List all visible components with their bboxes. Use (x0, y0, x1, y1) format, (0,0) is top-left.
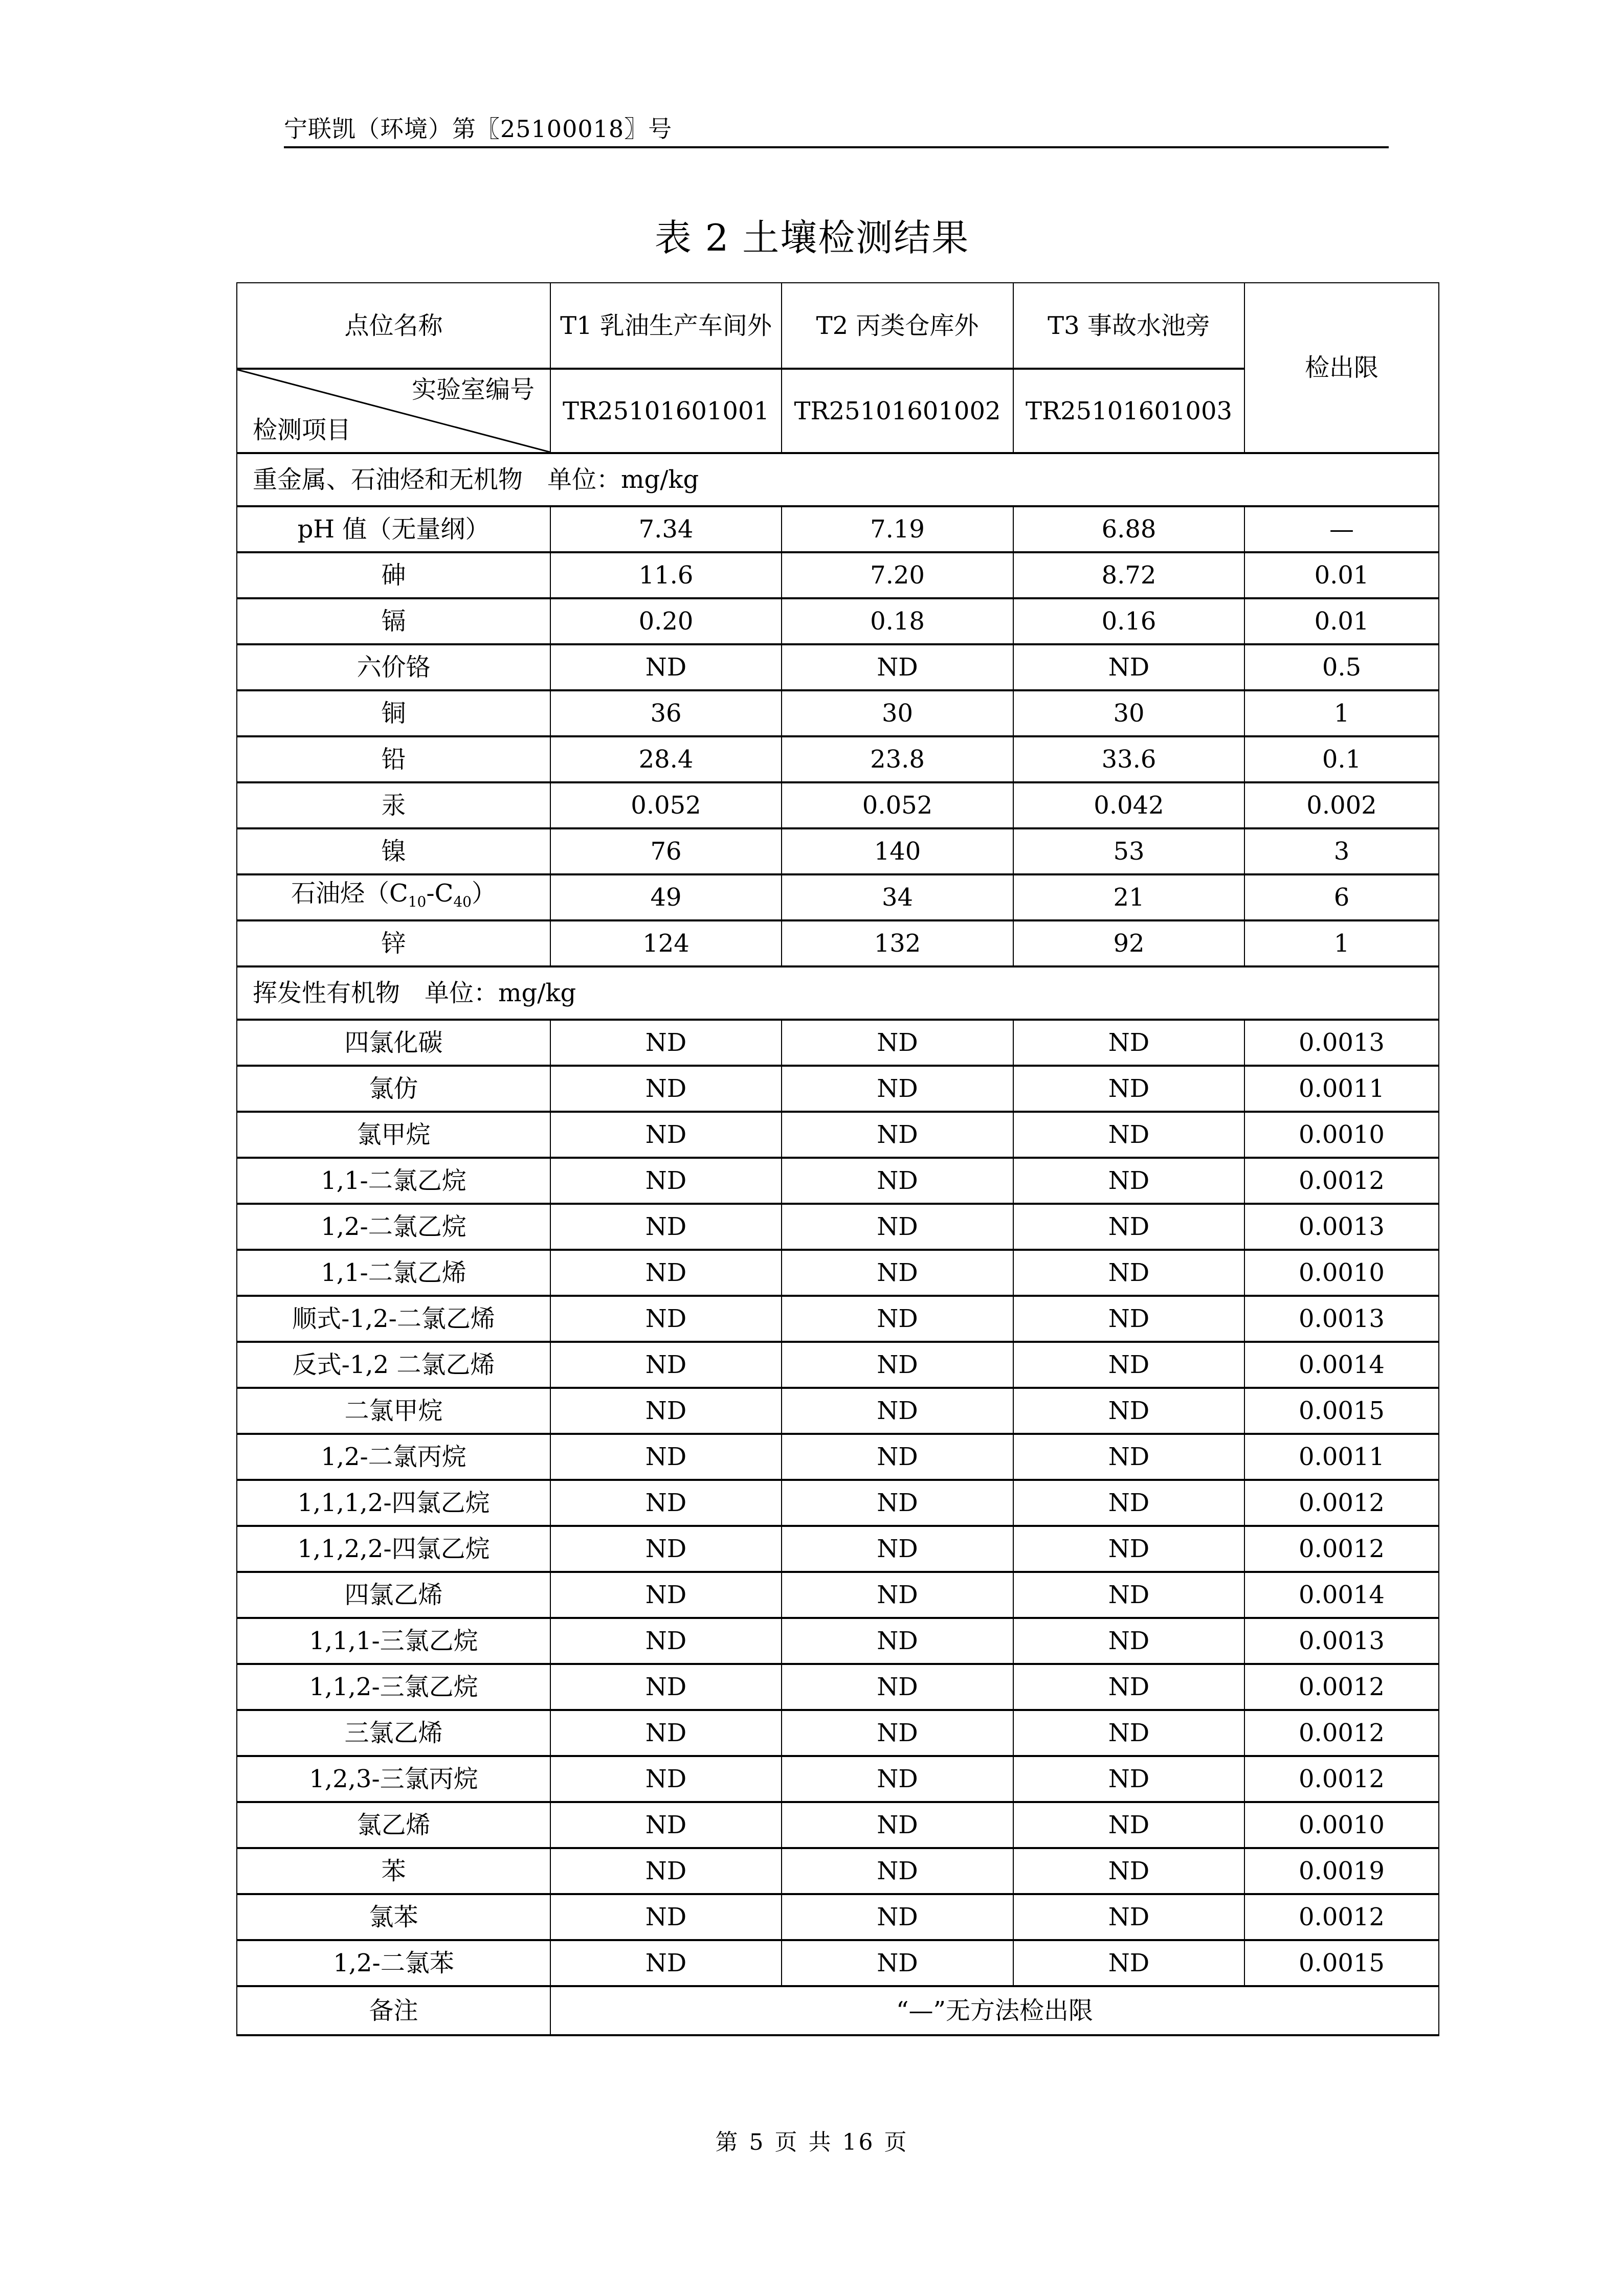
result-value: ND (1013, 1710, 1244, 1756)
detection-limit-value: 0.0012 (1244, 1894, 1439, 1940)
result-value: 34 (782, 874, 1013, 920)
test-item-name: 1,2,3-三氯丙烷 (237, 1756, 550, 1802)
result-value: ND (782, 1710, 1013, 1756)
result-value: 140 (782, 828, 1013, 874)
result-value: ND (550, 1066, 782, 1112)
detection-limit-value: 3 (1244, 828, 1439, 874)
result-value: ND (550, 1802, 782, 1848)
result-value: 0.16 (1013, 598, 1244, 644)
result-value: ND (782, 1894, 1013, 1940)
detection-limit-value: 1 (1244, 920, 1439, 966)
result-value: 53 (1013, 828, 1244, 874)
test-item-name: 四氯乙烯 (237, 1572, 550, 1618)
table-row (237, 1526, 1439, 1572)
result-value: ND (782, 1802, 1013, 1848)
detection-limit-value: 0.0013 (1244, 1204, 1439, 1250)
test-item-name: 1,1,2-三氯乙烷 (237, 1664, 550, 1710)
result-value: ND (550, 1250, 782, 1296)
detection-limit-value: — (1244, 506, 1439, 552)
lab-id: TR25101601002 (782, 369, 1013, 453)
result-value: ND (550, 1480, 782, 1526)
detection-limit-value: 0.0011 (1244, 1066, 1439, 1112)
result-value: ND (782, 1526, 1013, 1572)
result-value: ND (782, 1158, 1013, 1204)
table-row (237, 1112, 1439, 1158)
table-row (237, 644, 1439, 690)
result-value: 7.19 (782, 506, 1013, 552)
result-value: ND (782, 1480, 1013, 1526)
header-row-site-names (237, 283, 1439, 369)
result-value: ND (1013, 1388, 1244, 1434)
table-row (237, 1848, 1439, 1894)
result-value: ND (550, 1894, 782, 1940)
result-value: 76 (550, 828, 782, 874)
table-row (237, 1066, 1439, 1112)
table-row (237, 552, 1439, 598)
detection-limit-value: 1 (1244, 690, 1439, 736)
detection-limit-value: 0.0012 (1244, 1526, 1439, 1572)
detection-limit-value: 0.0010 (1244, 1802, 1439, 1848)
result-value: ND (1013, 1756, 1244, 1802)
detection-limit-value: 0.0010 (1244, 1250, 1439, 1296)
soil-results-table (236, 282, 1439, 2036)
result-value: 30 (782, 690, 1013, 736)
table-row (237, 1342, 1439, 1388)
result-value: ND (782, 1296, 1013, 1342)
test-item-name: 铅 (237, 736, 550, 782)
result-value: ND (782, 1020, 1013, 1066)
result-value: ND (1013, 1848, 1244, 1894)
page-number-footer: 第 5 页 共 16 页 (715, 2129, 909, 2155)
detection-limit-value: 0.1 (1244, 736, 1439, 782)
page-title: 表 2 土壤检测结果 (654, 216, 970, 259)
result-value: ND (1013, 1250, 1244, 1296)
table-row (237, 1572, 1439, 1618)
table-row (237, 1204, 1439, 1250)
result-value: ND (782, 1756, 1013, 1802)
result-value: 7.34 (550, 506, 782, 552)
result-value: ND (782, 1250, 1013, 1296)
detection-limit-value: 0.0015 (1244, 1388, 1439, 1434)
report-number-header: 宁联凯（环境）第〖25100018〗号 (284, 115, 673, 143)
result-value: 11.6 (550, 552, 782, 598)
table-row (237, 1020, 1439, 1066)
test-item-name: 四氯化碳 (237, 1020, 550, 1066)
detection-limit-header: 检出限 (1244, 283, 1439, 453)
test-item-name: 锌 (237, 920, 550, 966)
result-value: ND (1013, 1618, 1244, 1664)
table-row (237, 690, 1439, 736)
test-item-name: 氯苯 (237, 1894, 550, 1940)
test-item-label: 检测项目 (253, 416, 351, 444)
table-row (237, 1756, 1439, 1802)
result-value: ND (782, 1204, 1013, 1250)
test-item-name: 氯乙烯 (237, 1802, 550, 1848)
remark-row (237, 1986, 1439, 2035)
result-value: 0.042 (1013, 782, 1244, 828)
section-header-row (237, 966, 1439, 1020)
result-value: ND (550, 1940, 782, 1986)
detection-limit-value: 0.0014 (1244, 1572, 1439, 1618)
result-value: ND (550, 1848, 782, 1894)
result-value: 0.052 (550, 782, 782, 828)
result-value: ND (1013, 1526, 1244, 1572)
result-value: ND (1013, 1204, 1244, 1250)
table-row (237, 1296, 1439, 1342)
result-value: ND (1013, 1940, 1244, 1986)
result-value: ND (1013, 1894, 1244, 1940)
lab-id: TR25101601001 (550, 369, 782, 453)
detection-limit-value: 0.01 (1244, 598, 1439, 644)
item-subscript: 10 (408, 893, 427, 910)
table-row (237, 1158, 1439, 1204)
result-value: ND (782, 1342, 1013, 1388)
result-value: 49 (550, 874, 782, 920)
detection-limit-value: 0.0012 (1244, 1710, 1439, 1756)
result-value: 0.20 (550, 598, 782, 644)
result-value: ND (1013, 1020, 1244, 1066)
header-divider (284, 146, 1389, 148)
result-value: 132 (782, 920, 1013, 966)
result-value: ND (782, 1940, 1013, 1986)
detection-limit-value: 0.0019 (1244, 1848, 1439, 1894)
test-item-name: 镍 (237, 828, 550, 874)
result-value: ND (550, 1664, 782, 1710)
result-value: ND (1013, 1572, 1244, 1618)
detection-limit-value: 6 (1244, 874, 1439, 920)
result-value: ND (782, 1388, 1013, 1434)
table-row (237, 782, 1439, 828)
table-row (237, 1434, 1439, 1480)
table-row (237, 1664, 1439, 1710)
remark-text: “—”无方法检出限 (550, 1986, 1439, 2035)
detection-limit-value: 0.0011 (1244, 1434, 1439, 1480)
test-item-name: 氯甲烷 (237, 1112, 550, 1158)
test-item-name: 1,2-二氯乙烷 (237, 1204, 550, 1250)
test-item-name: 砷 (237, 552, 550, 598)
test-item-name: 苯 (237, 1848, 550, 1894)
result-value: ND (1013, 1802, 1244, 1848)
item-text: ） (471, 879, 496, 908)
result-value: 92 (1013, 920, 1244, 966)
test-item-name: 镉 (237, 598, 550, 644)
result-value: ND (1013, 1296, 1244, 1342)
result-value: ND (550, 1158, 782, 1204)
section-header-row (237, 453, 1439, 506)
test-item-name: 1,1,1-三氯乙烷 (237, 1618, 550, 1664)
result-value: ND (550, 1434, 782, 1480)
result-value: 124 (550, 920, 782, 966)
result-value: ND (550, 1112, 782, 1158)
detection-limit-value: 0.5 (1244, 644, 1439, 690)
result-value: 6.88 (1013, 506, 1244, 552)
result-value: 28.4 (550, 736, 782, 782)
detection-limit-value: 0.0012 (1244, 1158, 1439, 1204)
detection-limit-value: 0.0013 (1244, 1296, 1439, 1342)
table-row (237, 1480, 1439, 1526)
result-value: 7.20 (782, 552, 1013, 598)
table-row (237, 1710, 1439, 1756)
result-value: ND (550, 1572, 782, 1618)
table-row (237, 1894, 1439, 1940)
table-row (237, 1802, 1439, 1848)
result-value: ND (782, 1434, 1013, 1480)
table-row (237, 828, 1439, 874)
detection-limit-value: 0.0013 (1244, 1020, 1439, 1066)
section-title: 挥发性有机物 单位：mg/kg (237, 966, 1439, 1020)
result-value: ND (1013, 1342, 1244, 1388)
result-value: ND (550, 1204, 782, 1250)
point-name-header: 点位名称 (237, 283, 550, 369)
test-item-name: 1,1,1,2-四氯乙烷 (237, 1480, 550, 1526)
test-item-name: pH 值（无量纲） (237, 506, 550, 552)
result-value: ND (782, 1664, 1013, 1710)
result-value: ND (550, 1618, 782, 1664)
test-item-name: 反式-1,2 二氯乙烯 (237, 1342, 550, 1388)
result-value: ND (1013, 1480, 1244, 1526)
result-value: ND (782, 1066, 1013, 1112)
detection-limit-value: 0.0012 (1244, 1664, 1439, 1710)
detection-limit-value: 0.0014 (1244, 1342, 1439, 1388)
result-value: 23.8 (782, 736, 1013, 782)
test-item-name: 1,2-二氯苯 (237, 1940, 550, 1986)
test-item-name: 汞 (237, 782, 550, 828)
site-name-header: T1 乳油生产车间外 (550, 283, 782, 369)
detection-limit-value: 0.0013 (1244, 1618, 1439, 1664)
test-item-name: 顺式-1,2-二氯乙烯 (237, 1296, 550, 1342)
result-value: ND (782, 644, 1013, 690)
remark-label: 备注 (237, 1986, 550, 2035)
diagonal-header-cell (237, 369, 550, 453)
result-value: ND (550, 1388, 782, 1434)
test-item-name: 三氯乙烯 (237, 1710, 550, 1756)
result-value: ND (1013, 1664, 1244, 1710)
result-value: ND (1013, 1112, 1244, 1158)
result-value: 8.72 (1013, 552, 1244, 598)
result-value: ND (782, 1618, 1013, 1664)
result-value: ND (550, 1756, 782, 1802)
result-value: 0.18 (782, 598, 1013, 644)
item-subscript: 40 (453, 893, 472, 910)
result-value: 21 (1013, 874, 1244, 920)
result-value: ND (1013, 1158, 1244, 1204)
result-value: ND (550, 644, 782, 690)
section-title: 重金属、石油烃和无机物 单位：mg/kg (237, 453, 1439, 506)
result-value: ND (782, 1572, 1013, 1618)
result-value: ND (1013, 1434, 1244, 1480)
test-item-name (237, 874, 550, 920)
table-row (237, 1388, 1439, 1434)
result-value: ND (550, 1020, 782, 1066)
table-row (237, 1250, 1439, 1296)
test-item-name: 二氯甲烷 (237, 1388, 550, 1434)
detection-limit-value: 0.002 (1244, 782, 1439, 828)
item-text: 石油烃（C (291, 879, 408, 908)
item-text: -C (426, 879, 454, 908)
detection-limit-value: 0.01 (1244, 552, 1439, 598)
result-value: ND (782, 1848, 1013, 1894)
table-row (237, 598, 1439, 644)
result-value: ND (550, 1526, 782, 1572)
result-value: ND (1013, 644, 1244, 690)
detection-limit-value: 0.0012 (1244, 1756, 1439, 1802)
result-value: 33.6 (1013, 736, 1244, 782)
test-item-name: 1,1-二氯乙烯 (237, 1250, 550, 1296)
table-row (237, 920, 1439, 966)
test-item-name: 铜 (237, 690, 550, 736)
table-row (237, 1940, 1439, 1986)
test-item-name: 1,1-二氯乙烷 (237, 1158, 550, 1204)
site-name-header: T2 丙类仓库外 (782, 283, 1013, 369)
table-row (237, 506, 1439, 552)
detection-limit-value: 0.0012 (1244, 1480, 1439, 1526)
result-value: ND (1013, 1066, 1244, 1112)
lab-id: TR25101601003 (1013, 369, 1244, 453)
result-value: 36 (550, 690, 782, 736)
result-value: ND (550, 1296, 782, 1342)
result-value: ND (782, 1112, 1013, 1158)
detection-limit-value: 0.0010 (1244, 1112, 1439, 1158)
result-value: 30 (1013, 690, 1244, 736)
test-item-name: 六价铬 (237, 644, 550, 690)
table-row (237, 1618, 1439, 1664)
result-value: ND (550, 1710, 782, 1756)
test-item-name: 1,2-二氯丙烷 (237, 1434, 550, 1480)
detection-limit-value: 0.0015 (1244, 1940, 1439, 1986)
result-value: 0.052 (782, 782, 1013, 828)
table-row (237, 736, 1439, 782)
test-item-name: 氯仿 (237, 1066, 550, 1112)
lab-id-label: 实验室编号 (411, 375, 535, 404)
site-name-header: T3 事故水池旁 (1013, 283, 1244, 369)
test-item-name: 1,1,2,2-四氯乙烷 (237, 1526, 550, 1572)
table-row (237, 874, 1439, 920)
result-value: ND (550, 1342, 782, 1388)
